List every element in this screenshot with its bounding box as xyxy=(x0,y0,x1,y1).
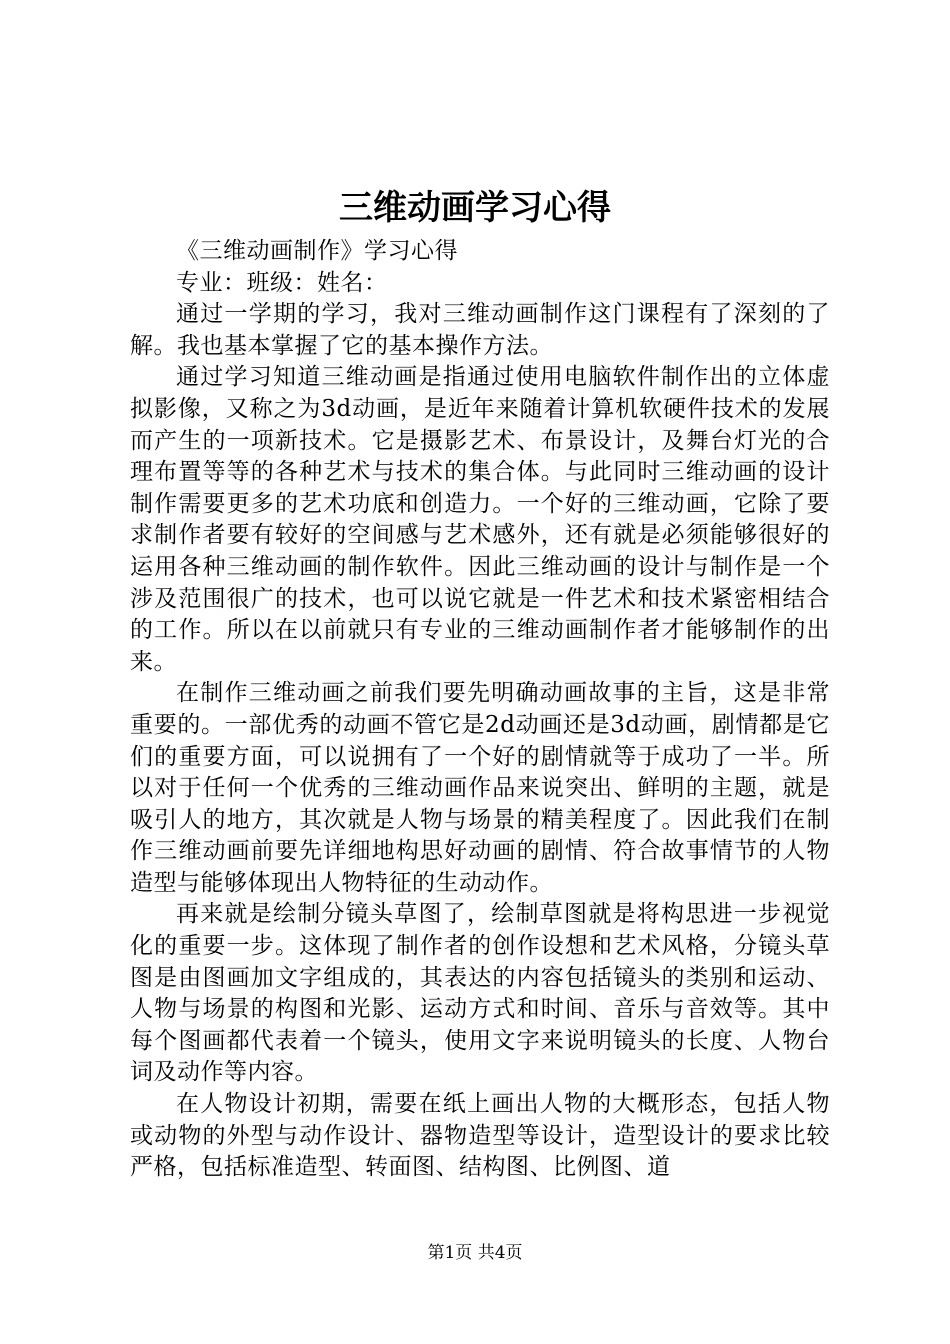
subtitle-paragraph: 《三维动画制作》学习心得 xyxy=(176,238,458,264)
body-paragraph: 通过学习知道三维动画是指通过使用电脑软件制作出的立体虚拟影像，又称之为3d动画，是近年来随着计算机软硬件技术的发展而产生的一项新技术。它是摄影艺术、布景设计，及舞台灯光的合理布置等等的各种艺术与技术的集合体。与此同时三维动画的设计制作需要更多的艺术功底和创造力。一个好的三维动画，它除了要求制作者要有较好的空间感与艺术感外，还有就是必须能够很好的运用各种三维动画的制作软件。因此三维动画的设计与制作是一个涉及范围很广的技术，也可以说它就是一件艺术和技术紧密相结合的工作。所以在以前就只有专业的三维动画制作者才能够制作的出来。 xyxy=(130,364,830,675)
author-info-paragraph: 专业：班级：姓名： xyxy=(176,269,388,296)
document-body xyxy=(130,236,830,1184)
body-paragraph: 通过一学期的学习，我对三维动画制作这门课程有了深刻的了解。我也基本掌握了它的基本操作方法。 xyxy=(130,301,830,359)
body-paragraph: 再来就是绘制分镜头草图了，绘制草图就是将构思进一步视觉化的重要一步。这体现了制作者的创作设想和艺术风格，分镜头草图是由图画加文字组成的，其表达的内容包括镜头的类别和运动、人物与场景的构图和光影、运动方式和时间、音乐与音效等。其中每个图画都代表着一个镜头，使用文字来说明镜头的长度、人物台词及动作等内容。 xyxy=(130,901,830,1086)
body-paragraph: 在人物设计初期，需要在纸上画出人物的大概形态，包括人物或动物的外型与动作设计、器物造型等设计，造型设计的要求比较严格，包括标准造型、转面图、结构图、比例图、道 xyxy=(130,1091,830,1181)
page-footer: 第1页 共4页 xyxy=(427,1243,523,1263)
body-paragraph: 在制作三维动画之前我们要先明确动画故事的主旨，这是非常重要的。一部优秀的动画不管它是2d动画还是3d动画，剧情都是它们的重要方面，可以说拥有了一个好的剧情就等于成功了一半。所以对于任何一个优秀的三维动画作品来说突出、鲜明的主题，就是吸引人的地方，其次就是人物与场景的精美程度了。因此我们在制作三维动画前要先详细地构思好动画的剧情、符合故事情节的人物造型与能够体现出人物特征的生动动作。 xyxy=(130,680,830,896)
document-title: 三维动画学习心得 xyxy=(339,188,611,228)
